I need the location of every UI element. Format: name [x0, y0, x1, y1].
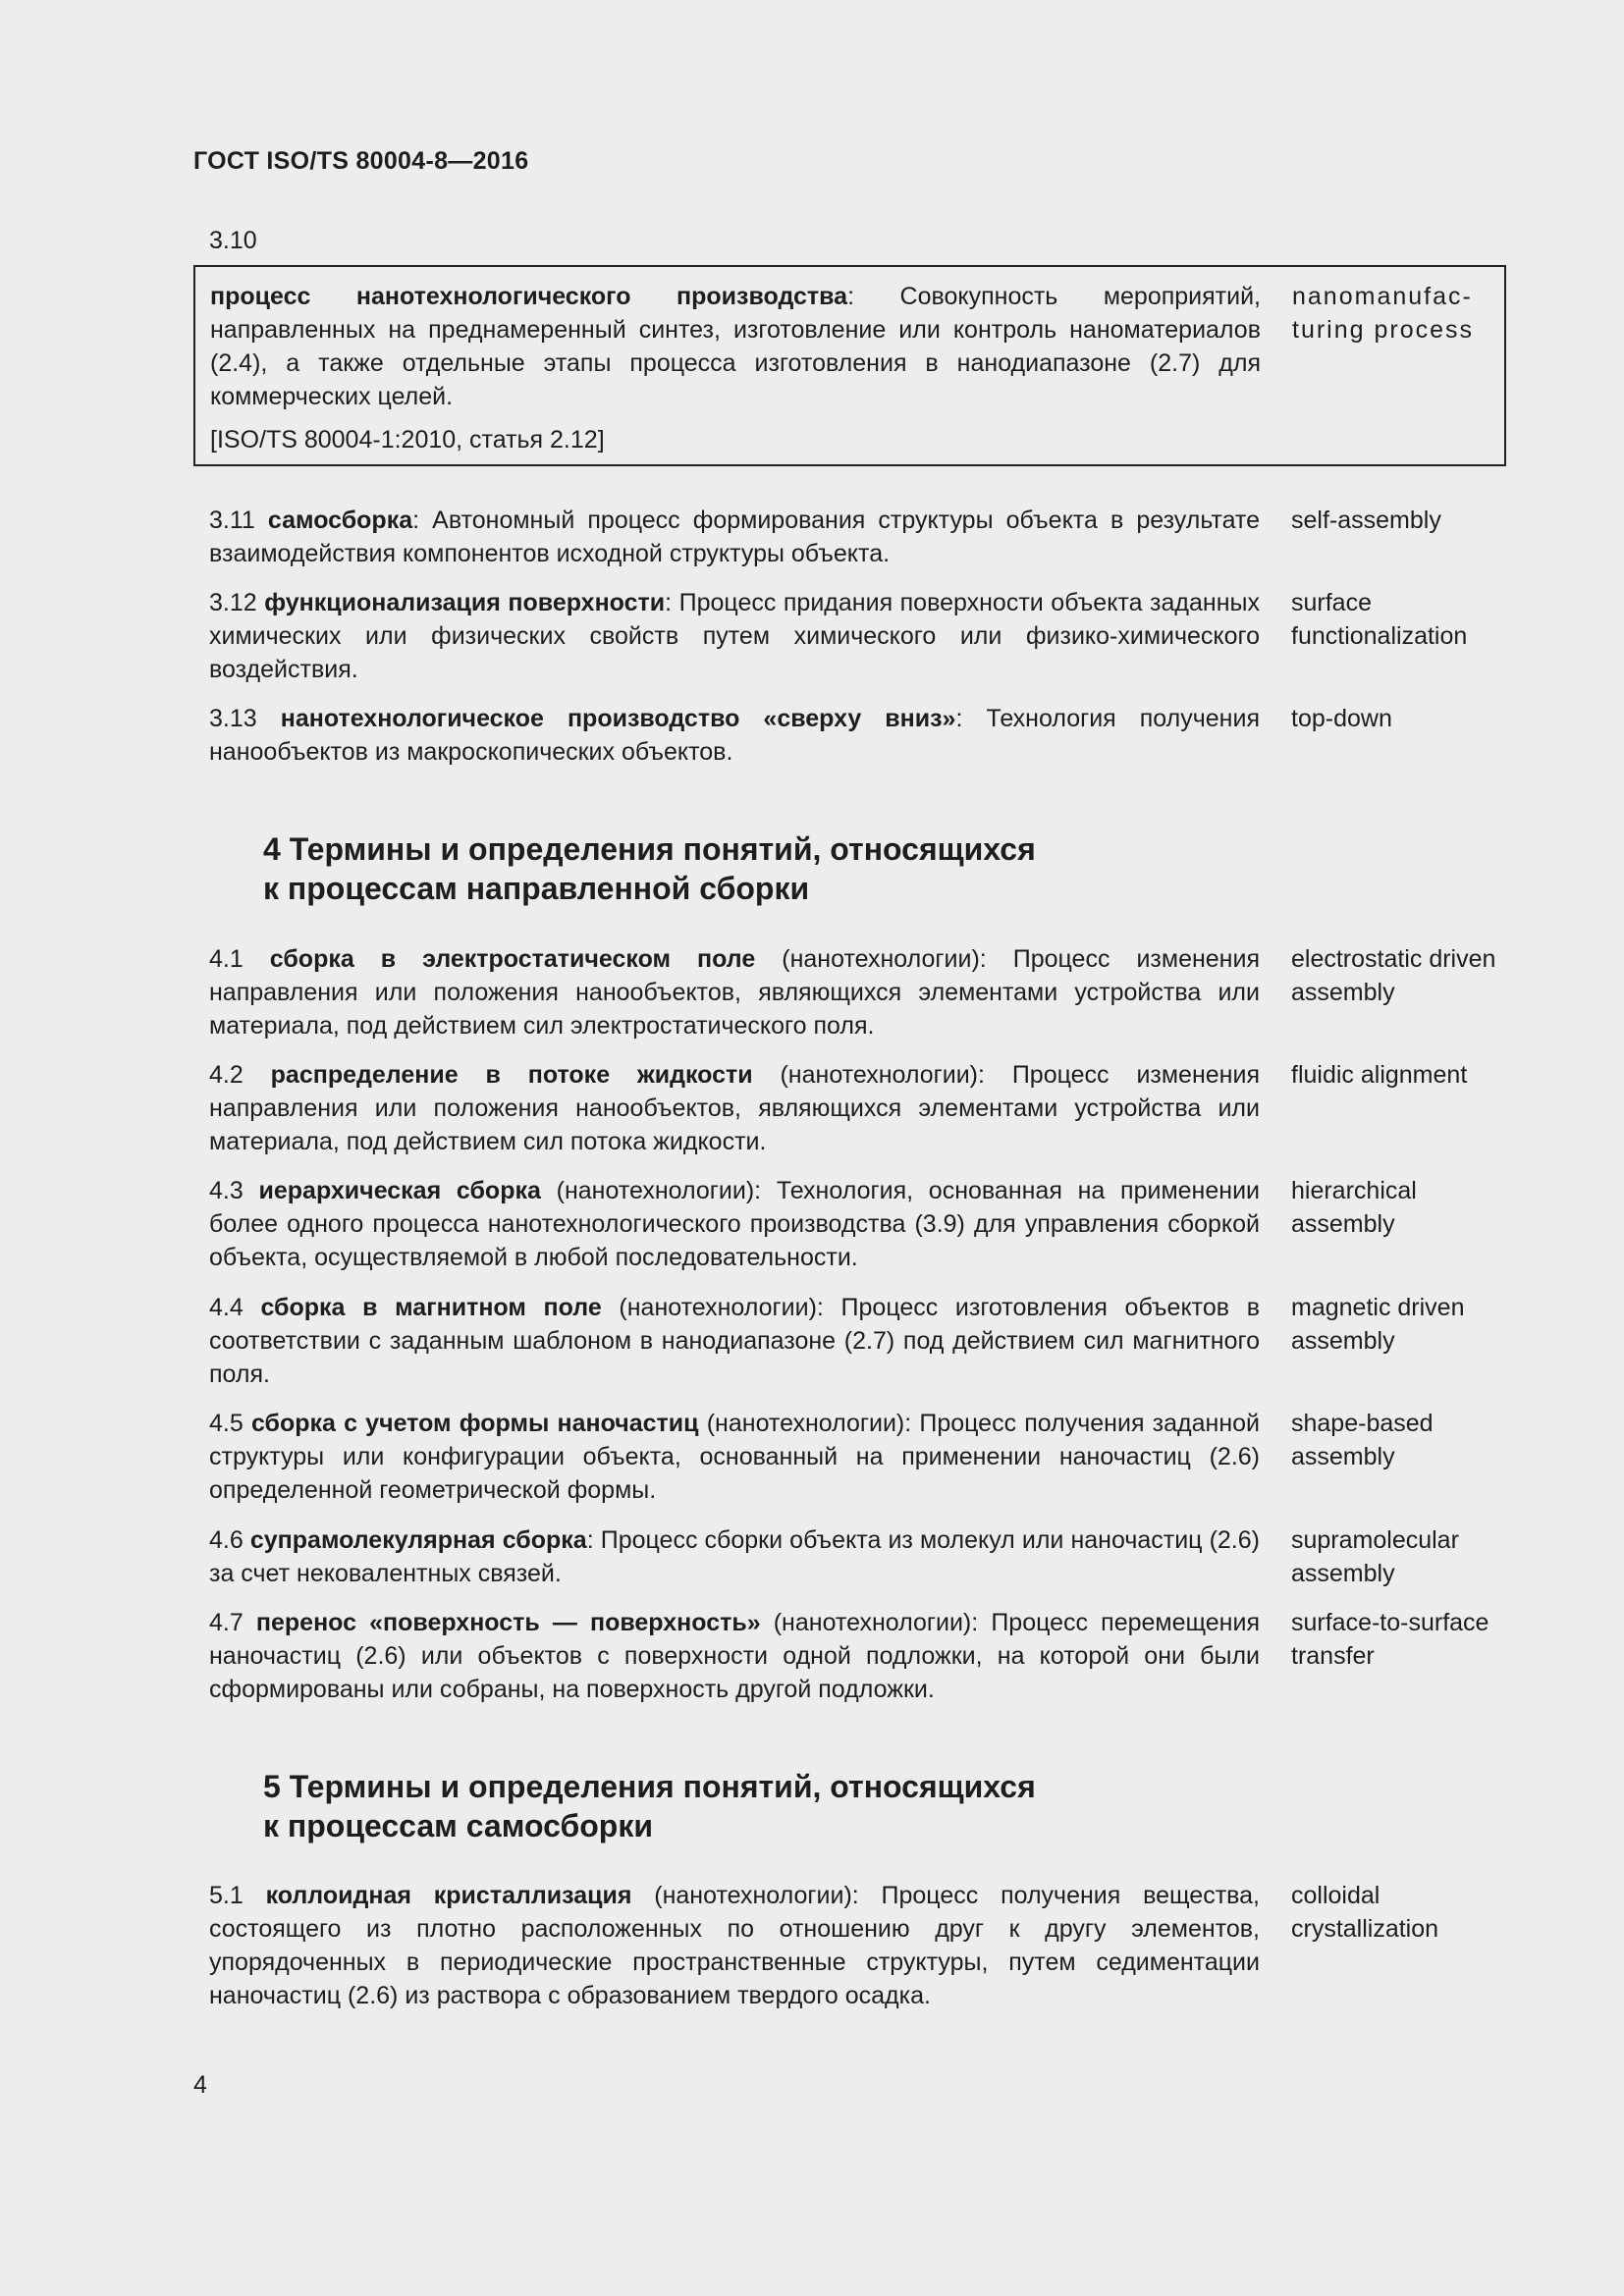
term-source: [ISO/TS 80004-1:2010, статья 2.12]	[210, 426, 605, 454]
definition-text: : Автономный процесс формирования структуры объекта в результате взаимодействия компонентов исходной структуры объекта.	[209, 507, 1260, 567]
term-title: нанотехнологическое производство «сверху вниз»	[280, 705, 956, 732]
definition-text: (нанотехнологии): Процесс перемещения наночастиц (2.6) или объектов с поверхности одной подложки, на которой они были сформированы или собраны, на поверхность другой подложки.	[209, 1609, 1260, 1703]
term-number: 4.1	[209, 945, 244, 973]
section-4-heading	[263, 829, 1245, 908]
term-title: функционализация поверхности	[264, 589, 666, 616]
heading-line: к процессам направленной сборки	[263, 871, 810, 906]
section-5-heading	[263, 1767, 1245, 1845]
term-english: supramolecular assembly	[1291, 1526, 1459, 1587]
definition-text: : Совокупность мероприятий, направленных на преднамеренный синтез, изготовление или контроль наноматериалов (2.4), а также отдельные этапы процесса изготовления в нанодиапазоне (2.7) для коммерческих целей.	[210, 283, 1261, 410]
term-number: 4.6	[209, 1526, 244, 1554]
term-english: shape-based assembly	[1291, 1410, 1434, 1470]
heading-line: 5 Термины и определения понятий, относящихся	[263, 1769, 1036, 1804]
term-title: супрамолекулярная сборка	[249, 1526, 587, 1554]
term-number: 3.11	[209, 507, 255, 534]
term-title: процесс нанотехнологического производства	[210, 283, 848, 310]
definition-text: (нанотехнологии): Процесс изготовления объектов в соответствии с заданным шаблоном в нанодиапазоне (2.7) под действием сил магнитного поля.	[209, 1294, 1260, 1388]
term-title: сборка в магнитном поле	[260, 1294, 602, 1321]
definition-text: : Технология получения нанообъектов из макроскопических объектов.	[209, 705, 1260, 766]
page-number: 4	[193, 2071, 207, 2099]
term-title: сборка в электростатическом поле	[269, 945, 756, 973]
term-title: сборка с учетом формы наночастиц	[250, 1410, 699, 1437]
term-number: 5.1	[209, 1882, 244, 1909]
heading-line: к процессам самосборки	[263, 1808, 653, 1843]
term-title: иерархическая сборка	[258, 1177, 541, 1204]
term-number: 4.4	[209, 1294, 244, 1321]
term-english: hierarchical assembly	[1291, 1177, 1417, 1238]
term-definition	[210, 280, 1261, 413]
term-number: 4.2	[209, 1061, 244, 1089]
term-english: electrostatic driven assembly	[1291, 945, 1496, 1006]
term-number: 3.12	[209, 589, 257, 616]
term-english: self-assembly	[1291, 507, 1441, 534]
term-english: surface functionalization	[1291, 589, 1468, 650]
term-number: 3.13	[209, 705, 257, 732]
boxed-term-3-10	[193, 265, 1506, 466]
term-english: top-down	[1291, 705, 1392, 732]
term-number: 4.3	[209, 1177, 244, 1204]
definition-text: (нанотехнологии): Технология, основанная на применении более одного процесса нанотехнологического производства (3.9) для управления сборкой объекта, осуществляемой в любой последовательности.	[209, 1177, 1260, 1271]
term-title: распределение в потоке жидкости	[270, 1061, 753, 1089]
term-number-3-10: 3.10	[209, 227, 257, 254]
term-english: nanomanufacturing process	[1292, 283, 1475, 344]
heading-line: 4 Термины и определения понятий, относящихся	[263, 831, 1036, 867]
definition-text: (нанотехнологии): Процесс изменения направления или положения нанообъектов, являющихся элементами устройства или материала, под действием сил потока жидкости.	[209, 1061, 1260, 1155]
definition-text: (нанотехнологии): Процесс изменения направления или положения нанообъектов, являющихся элементами устройства или материала, под действием сил электростатического поля.	[209, 945, 1260, 1040]
term-title: коллоидная кристаллизация	[265, 1882, 632, 1909]
definition-text: (нанотехнологии): Процесс получения вещества, состоящего из плотно расположенных по отношению друг к другу элементов, упорядоченных в периодические пространственные структуры, путем седиментации наночастиц (2.6) из раствора с образованием твердого осадка.	[209, 1882, 1260, 2009]
term-number: 4.5	[209, 1410, 244, 1437]
definition-text: : Процесс придания поверхности объекта заданных химических или физических свойств путем химического или физико-химического воздействия.	[209, 589, 1260, 683]
term-english: colloidal crystallization	[1291, 1882, 1439, 1943]
term-title: самосборка	[267, 507, 413, 534]
term-english: magnetic driven assembly	[1291, 1294, 1465, 1355]
term-english: fluidic alignment	[1291, 1061, 1468, 1089]
document-header: ГОСТ ISO/TS 80004-8—2016	[193, 147, 529, 175]
term-title: перенос «поверхность — поверхность»	[255, 1609, 761, 1636]
definition-text: (нанотехнологии): Процесс получения заданной структуры или конфигурации объекта, основанный на применении наночастиц (2.6) определенной геометрической формы.	[209, 1410, 1260, 1504]
term-english: surface-to-surface transfer	[1291, 1609, 1489, 1670]
definition-text: : Процесс сборки объекта из молекул или наночастиц (2.6) за счет нековалентных связей.	[209, 1526, 1260, 1587]
term-number: 4.7	[209, 1609, 244, 1636]
